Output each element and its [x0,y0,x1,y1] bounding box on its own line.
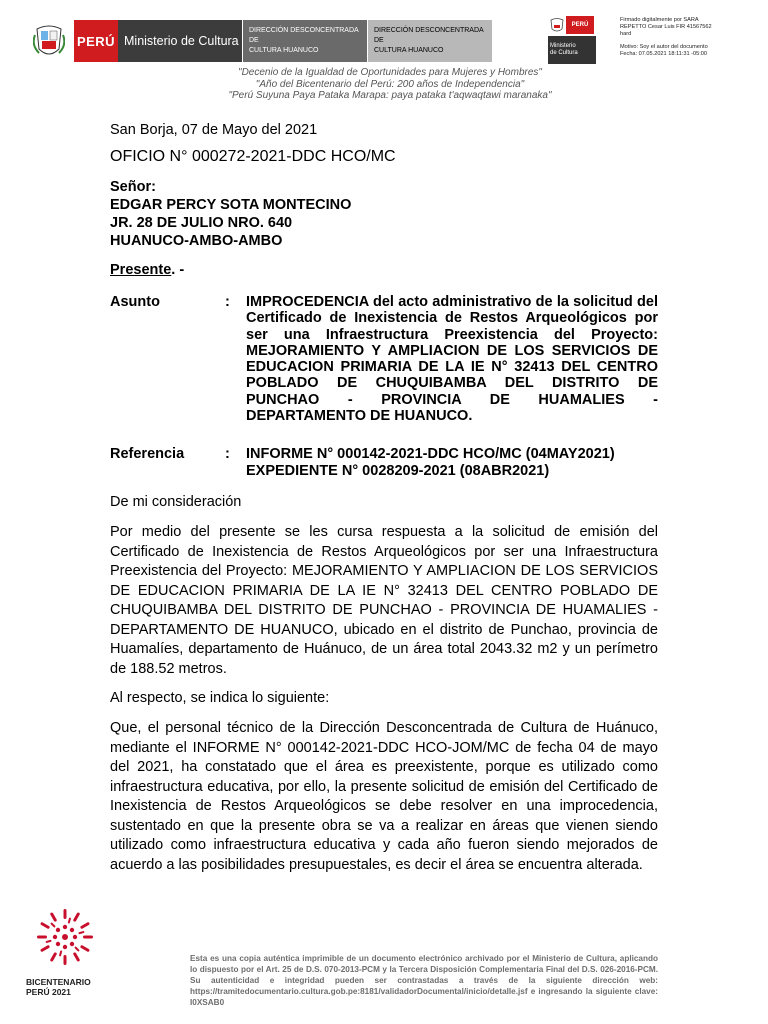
bicentenario-line-1: BICENTENARIO [26,977,91,987]
signature-peru-label: PERÚ [566,16,594,34]
bicentenario-emblem-icon [30,906,100,968]
asunto-text: IMPROCEDENCIA del acto administrativo de la solicitud del Certificado de Inexistencia de Restos Arqueológicos por ser una Infraestructura Preexistencia del Proyecto: MEJORAMIENTO Y AMPLIACION DE LOS SERVICIOS DE EDUCACION PRIMARIA DE LA IE N° 32413 DEL CENTRO POBLADO DE CHUQUIBAMBA DEL DISTRITO DE PUNCHAO - PROVINCIA DE HUAMALIES - DEPARTAMENTO DE HUANUCO. [246,294,658,425]
referencia-label: Referencia [110,446,185,462]
signature-line-5: Fecha: 07.05.2021 18:11:31 -05:00 [620,50,707,57]
ministry-header [32,20,492,62]
presente-word: Presente [110,262,172,278]
decenio-mottos [160,67,620,102]
addressee-street: JR. 28 DE JULIO NRO. 640 [110,215,293,231]
signature-ministry-line-1: Ministerio [550,43,576,49]
directorate-line-2: CULTURA HUANUCO [249,47,319,54]
directorate-label [242,20,367,62]
asunto-label: Asunto [110,294,160,310]
motto-line-1: "Decenio de la Igualdad de Oportunidades para Mujeres y Hombres" [238,67,542,78]
motto-line-2: "Año del Bicentenario del Perú: 200 años de Independencia" [255,78,525,90]
referencia-text [246,446,666,479]
referencia-line-2: EXPEDIENTE N° 0028209-2021 (08ABR2021) [246,462,550,479]
motto-line-3: "Perú Suyuna Paya Pataka Marapa: paya pataka t'aqwaqtawi maranaka" [228,90,552,101]
directorate-label-secondary [367,20,492,62]
referencia-colon: : [225,446,230,462]
salutation-title: Señor: [110,179,156,195]
directorate-line-1: DIRECCIÓN DESCONCENTRADA DE [249,27,359,44]
signature-line-3: hard [620,31,632,38]
signature-ministry-line-2: de Cultura [550,50,578,56]
presente-line [110,262,184,278]
date-place: San Borja, 07 de Mayo del 2021 [110,122,318,138]
coat-of-arms-icon [32,20,66,62]
coat-of-arms-small-icon [548,16,566,34]
paragraph-1: Por medio del presente se les cursa respuesta a la solicitud de emisión del Certificado de Inexistencia de Restos Arqueológicos por ser una Infraestructura Preexistencia del Proyecto: MEJORAMIENTO Y AMPLIACION DE LOS SERVICIOS DE EDUCACION PRIMARIA DE LA IE N° 32413 DEL CENTRO POBLADO DE CHUQUIBAMBA DEL DISTRITO DE PUNCHAO - PROVINCIA DE HUAMALIES - DEPARTAMENTO DE HUANUCO, ubicado en el distrito de Punchao, provincia de Huamalíes, departamento de Huánuco, de un área total 2043.32 m2 y un perímetro de 188.52 metros. [110,524,658,677]
directorate-secondary-line-1: DIRECCIÓN DESCONCENTRADA DE [374,27,484,44]
signature-line-2: REPETTO Cesar Luis FIR 41567562 [620,24,712,31]
presente-suffix: . - [171,262,185,278]
paragraph-3: Que, el personal técnico de la Dirección Desconcentrada de Cultura de Huánuco, mediante el INFORME N° 000142-2021-DDC HCO-JOM/MC de fecha 04 de mayo del 2021, ha constatado que el área es preexistente, porque es utilizado como infraestructura educativa, por ello, la presente solicitud de emisión del Certificado de Inexistencia de Restos Arqueológicos se debe resolver en una improcedencia, sustentado en que la presente obra se va a realizar en áreas que vienen siendo utilizado como infraestructura educativa y cada año fueron siendo mejorados de acuerdo a las posibilidades presupuestales, es decir el área se encuentra alterada. [110,720,658,873]
digital-signature-stamp [620,17,760,58]
signature-line-1: Firmado digitalmente por SARA [620,17,699,23]
directorate-secondary-line-2: CULTURA HUANUCO [374,47,444,54]
referencia-line-1: INFORME N° 000142-2021-DDC HCO/MC (04MAY2021) [246,446,615,462]
bicentenario-logo [26,906,114,997]
addressee-city: HUANUCO-AMBO-AMBO [110,233,283,249]
paragraph-2: Al respecto, se indica lo siguiente: [110,690,330,706]
authenticity-footer-note: Esta es una copia auténtica imprimible de un documento electrónico archivado por el Ministerio de Cultura, aplicando lo dispuesto por el Art. 25 de D.S. 070-2013-PCM y la Tercera Disposición Complementaria Final del D.S. 026-2016-PCM. Su autenticidad e integridad pueden ser contrastadas a través de la siguiente dirección web: https://tramitedocumentario.cultura.gob.pe:8181/validadorDocumental/inicio/detalle.jsf e ingresando la siguiente clave: I0XSAB0 [190,954,658,1007]
addressee-block [110,178,351,250]
signature-line-4: Motivo: Soy el autor del documento [620,43,708,50]
ministry-label: Ministerio de Cultura [118,20,242,62]
addressee-name: EDGAR PERCY SOTA MONTECINO [110,197,352,213]
peru-label: PERÚ [74,20,118,62]
greeting: De mi consideración [110,494,242,510]
signature-logo [548,16,596,68]
oficio-number: OFICIO N° 000272-2021-DDC HCO/MC [110,148,396,165]
bicentenario-line-2: PERÚ 2021 [26,987,71,997]
asunto-colon: : [225,294,230,310]
